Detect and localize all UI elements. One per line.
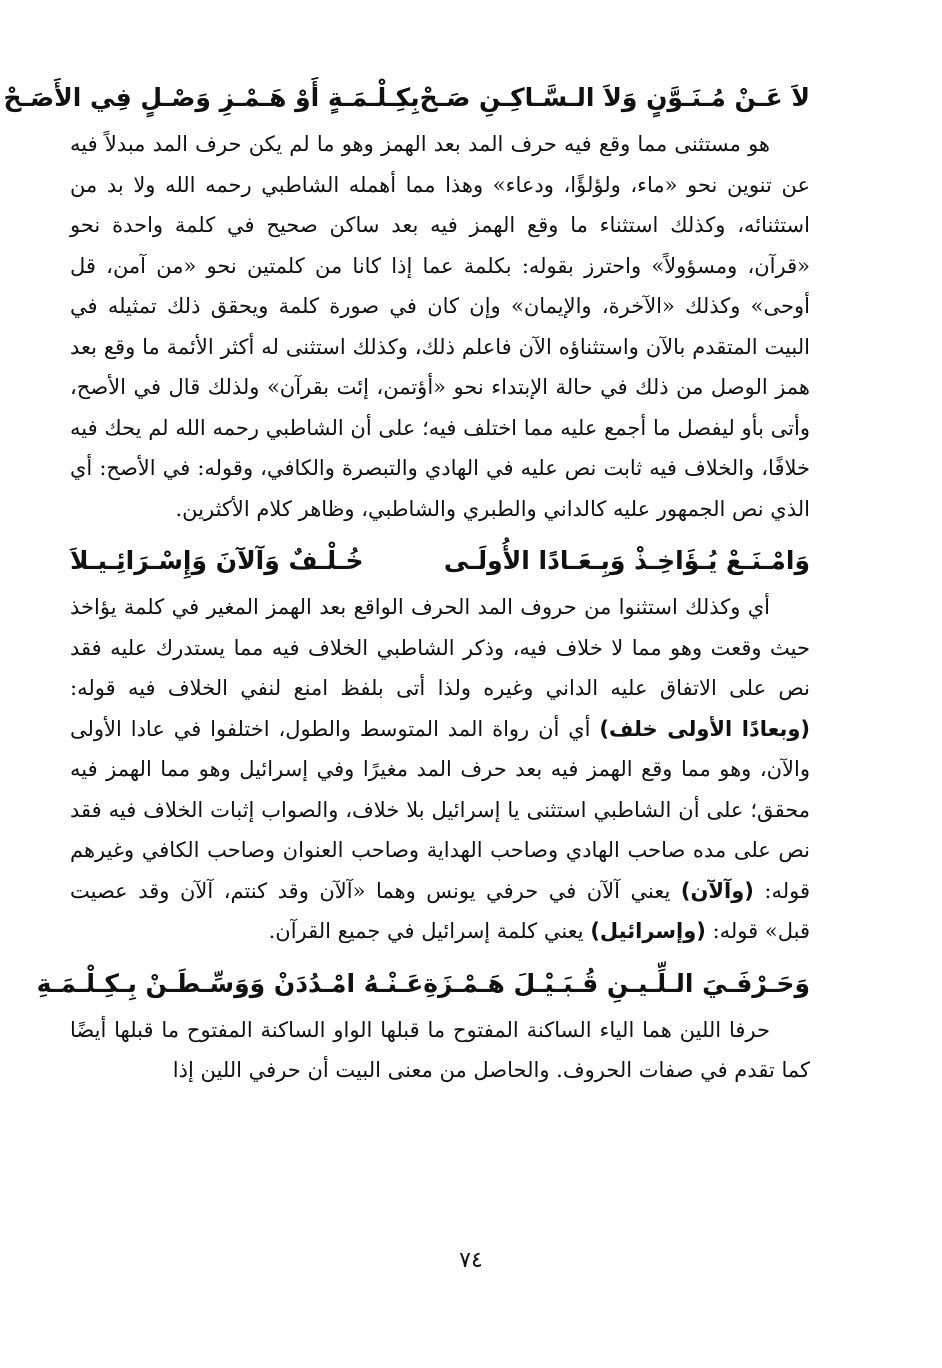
verse-second-hemistich: عَـنْـهُ امْـدُدَنْ وَوَسِّـطَـنْ بِـكِـلْـمَـةِ [36, 968, 424, 998]
commentary-text: هو مستثنى مما وقع فيه حرف المد بعد الهمز وهو ما لم يكن حرف المد مبدلاً فيه عن تنوين نحو «ماء، ولؤلؤًا، ودعاء» وهذا مما أهمله الشاطبي رحمه الله ولا بد من استثنائه، وكذلك استثناء ما وقع الهمز فيه بعد ساكن صحيح في كلمة واحدة نحو «قرآن، ومسؤولاً» واحترز بقوله: بكلمة عما إذا كانا من كلمتين نحو «من آمن، قل أوحى» وكذلك «الآخرة، والإيمان» وإن كان في صورة كلمة ويحقق ذلك تمثيله في البيت المتقدم بالآن واستثناؤه الآن فاعلم ذلك، وكذلك استثنى له أكثر الأئمة ما وقع بعد همز الوصل من ذلك في حالة الإبتداء نحو «أؤتمن، إئت بقرآن» ولذلك قال في الأصح، وأتى بأو ليفصل ما أجمع عليه مما اختلف فيه؛ على أن الشاطبي رحمه الله لم يحك فيه خلافًا، والخلاف فيه ثابت نص عليه في الهادي والتبصرة والكافي، وقوله: في الأصح: أي الذي نص الجمهور عليه كالداني والطبري والشاطبي، وظاهر كلام الأكثرين. [70, 132, 810, 521]
page-number: ٧٤ [459, 1248, 483, 1273]
section-1 [3, 78, 810, 529]
verse-first-hemistich: وَامْـنَـعْ يُـؤَاخِـذْ وَبِـعَـادًا الأُولَـى [443, 546, 810, 575]
commentary-text: أي وكذلك استثنوا من حروف المد الحرف الواقع بعد الهمز المغير في كلمة يؤاخذ حيث وقعت وهو مما لا خلاف فيه، وذكر الشاطبي الخلاف فيه مما يستدرك عليه فقد نص على الاتفاق عليه الداني وغيره ولذا أتى بلفظ امنع لنفي الخلاف فيه قوله: [70, 595, 810, 700]
section-2 [70, 541, 810, 952]
quoted-verse-fragment: (وآلآن) [680, 878, 754, 903]
verse-second-hemistich: بِكِـلْـمَـةٍ أَوْ هَـمْـزِ وَصْـلٍ فِي الأَصَـحْ [3, 83, 420, 112]
poem-verse [70, 541, 810, 581]
verse-first-hemistich: وَحَـرْفَـيَ الـلِّـيـنِ قُـبَـيْـلَ هَـمْـزَةِ [423, 968, 810, 998]
quoted-verse-fragment: (وإسرائيل) [590, 919, 706, 943]
commentary-text: يعني آلآن في حرفي يونس وهما «آلآن وقد كنتم، آلآن وقد عصيت قبل» قوله: [70, 878, 810, 943]
commentary-text: أي أن رواة المد المتوسط والطول، اختلفوا في عادا الأولى والآن، وهو مما وقع الهمز فيه بعد حرف المد مغيرًا وفي إسرائيل وهو مما الهمز فيه محقق؛ على أن الشاطبي استثنى يا إسرائيل بلا خلاف، والصواب إثبات الخلاف فيه فقد نص على مده صاحب الهادي وصاحب الهداية وصاحب العنوان وصاحب الكافي وغيرهم قوله: [70, 716, 810, 903]
quoted-verse-fragment: (وبعادًا الأولى خلف) [599, 716, 810, 741]
section-3 [36, 964, 810, 1091]
commentary-paragraph [70, 1010, 810, 1091]
commentary-text: حرفا اللين هما الياء الساكنة المفتوح ما قبلها الواو الساكنة المفتوح ما قبلها أيضًا كما تقدم في صفات الحروف. والحاصل من معنى البيت أن حرفي اللين إذا [70, 1017, 810, 1082]
poem-verse [36, 964, 810, 1004]
poem-verse [3, 78, 810, 118]
commentary-text: يعني كلمة إسرائيل في جميع القرآن. [268, 919, 591, 943]
verse-second-hemistich: خُـلْـفٌ وَآلآنَ وَإِسْـرَائِـيـلاَ [70, 546, 364, 575]
page-content [3, 78, 810, 1103]
commentary-paragraph [70, 124, 810, 529]
verse-first-hemistich: لاَ عَـنْ مُـنَـوَّنٍ وَلاَ الـسَّـاكِـنِ صَـحْ [419, 83, 810, 112]
commentary-paragraph [70, 587, 810, 952]
